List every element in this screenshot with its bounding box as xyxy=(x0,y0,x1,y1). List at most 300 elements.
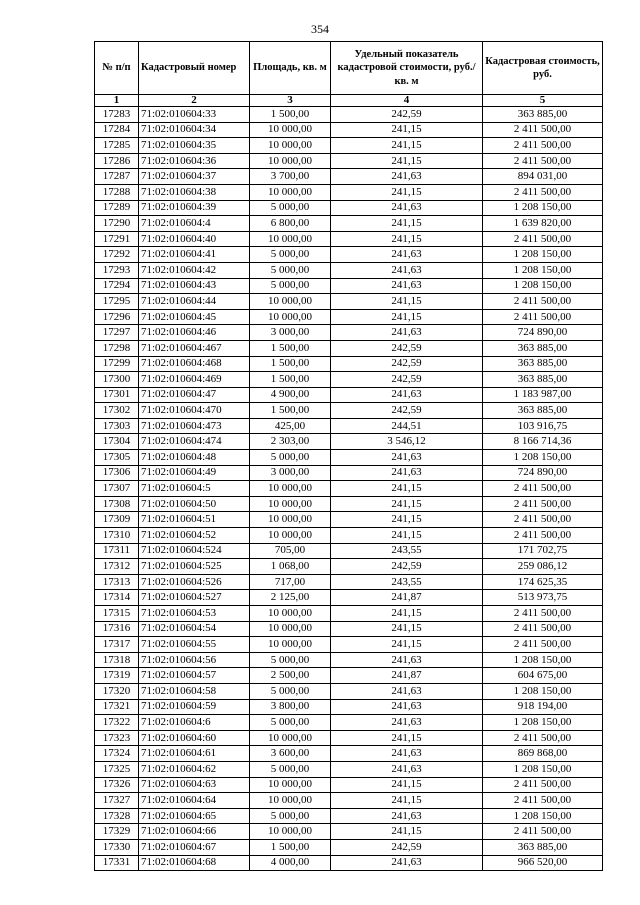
unit-value-cell: 244,51 xyxy=(331,418,483,434)
cadastral-value-cell: 1 208 150,00 xyxy=(483,761,603,777)
row-number-cell: 17313 xyxy=(95,574,139,590)
table-row xyxy=(95,153,603,169)
row-number-cell: 17303 xyxy=(95,418,139,434)
cadastral-value-cell: 1 208 150,00 xyxy=(483,200,603,216)
cadastral-number-cell: 71:02:010604:47 xyxy=(139,387,250,403)
page-number: 354 xyxy=(311,22,329,36)
unit-value-cell: 241,15 xyxy=(331,496,483,512)
row-number-cell: 17307 xyxy=(95,481,139,497)
cadastral-value-cell: 2 411 500,00 xyxy=(483,824,603,840)
row-number-cell: 17325 xyxy=(95,761,139,777)
area-cell: 5 000,00 xyxy=(250,247,331,263)
cadastral-value-cell: 103 916,75 xyxy=(483,418,603,434)
table-row xyxy=(95,231,603,247)
unit-value-cell: 241,63 xyxy=(331,683,483,699)
area-cell: 2 303,00 xyxy=(250,434,331,450)
cadastral-value-cell: 1 208 150,00 xyxy=(483,652,603,668)
table-row xyxy=(95,216,603,232)
cadastral-value-cell: 2 411 500,00 xyxy=(483,793,603,809)
unit-value-cell: 242,59 xyxy=(331,107,483,123)
cadastral-number-cell: 71:02:010604:37 xyxy=(139,169,250,185)
area-cell: 3 700,00 xyxy=(250,169,331,185)
cadastral-number-cell: 71:02:010604:42 xyxy=(139,262,250,278)
unit-value-cell: 242,59 xyxy=(331,839,483,855)
area-cell: 2 500,00 xyxy=(250,668,331,684)
table-row xyxy=(95,107,603,123)
unit-value-cell: 241,63 xyxy=(331,262,483,278)
cadastral-value-cell: 363 885,00 xyxy=(483,403,603,419)
area-cell: 10 000,00 xyxy=(250,606,331,622)
row-number-cell: 17324 xyxy=(95,746,139,762)
unit-value-cell: 241,15 xyxy=(331,122,483,138)
unit-value-cell: 241,15 xyxy=(331,793,483,809)
cadastral-number-cell: 71:02:010604:34 xyxy=(139,122,250,138)
cadastral-value-cell: 363 885,00 xyxy=(483,107,603,123)
cadastral-number-cell: 71:02:010604:526 xyxy=(139,574,250,590)
unit-value-cell: 241,15 xyxy=(331,824,483,840)
row-number-cell: 17310 xyxy=(95,528,139,544)
cadastral-value-cell: 363 885,00 xyxy=(483,356,603,372)
cadastral-value-cell: 1 639 820,00 xyxy=(483,216,603,232)
cadastral-value-cell: 2 411 500,00 xyxy=(483,231,603,247)
cadastral-number-cell: 71:02:010604:33 xyxy=(139,107,250,123)
row-number-cell: 17292 xyxy=(95,247,139,263)
cadastral-value-cell: 2 411 500,00 xyxy=(483,528,603,544)
area-cell: 5 000,00 xyxy=(250,450,331,466)
unit-value-cell: 241,87 xyxy=(331,668,483,684)
row-number-cell: 17321 xyxy=(95,699,139,715)
cadastral-number-cell: 71:02:010604:467 xyxy=(139,340,250,356)
cadastral-value-cell: 2 411 500,00 xyxy=(483,730,603,746)
row-number-cell: 17299 xyxy=(95,356,139,372)
cadastral-value-cell: 363 885,00 xyxy=(483,372,603,388)
area-cell: 10 000,00 xyxy=(250,730,331,746)
row-number-cell: 17289 xyxy=(95,200,139,216)
row-number-cell: 17330 xyxy=(95,839,139,855)
row-number-cell: 17328 xyxy=(95,808,139,824)
table-row xyxy=(95,621,603,637)
cadastral-value-cell: 2 411 500,00 xyxy=(483,512,603,528)
cadastral-number-cell: 71:02:010604:53 xyxy=(139,606,250,622)
cadastral-number-cell: 71:02:010604:60 xyxy=(139,730,250,746)
area-cell: 5 000,00 xyxy=(250,278,331,294)
area-cell: 10 000,00 xyxy=(250,793,331,809)
table-row xyxy=(95,403,603,419)
cadastral-number-cell: 71:02:010604:44 xyxy=(139,294,250,310)
row-number-cell: 17302 xyxy=(95,403,139,419)
cadastral-value-cell: 1 208 150,00 xyxy=(483,247,603,263)
unit-value-cell: 242,59 xyxy=(331,559,483,575)
unit-value-cell: 241,63 xyxy=(331,169,483,185)
cadastral-value-cell: 2 411 500,00 xyxy=(483,153,603,169)
unit-value-cell: 241,63 xyxy=(331,450,483,466)
table-row xyxy=(95,340,603,356)
cadastral-value-cell: 171 702,75 xyxy=(483,543,603,559)
table-row xyxy=(95,294,603,310)
row-number-cell: 17327 xyxy=(95,793,139,809)
cadastral-number-cell: 71:02:010604:61 xyxy=(139,746,250,762)
cadastral-number-cell: 71:02:010604:473 xyxy=(139,418,250,434)
row-number-cell: 17316 xyxy=(95,621,139,637)
cadastral-number-cell: 71:02:010604:68 xyxy=(139,855,250,871)
table-row xyxy=(95,683,603,699)
area-cell: 3 000,00 xyxy=(250,465,331,481)
unit-value-cell: 241,63 xyxy=(331,247,483,263)
unit-value-cell: 241,15 xyxy=(331,606,483,622)
row-number-cell: 17288 xyxy=(95,184,139,200)
unit-value-cell: 241,15 xyxy=(331,481,483,497)
cadastral-number-cell: 71:02:010604:45 xyxy=(139,309,250,325)
row-number-cell: 17309 xyxy=(95,512,139,528)
area-cell: 425,00 xyxy=(250,418,331,434)
cadastral-value-cell: 1 208 150,00 xyxy=(483,262,603,278)
table-row xyxy=(95,730,603,746)
area-cell: 4 900,00 xyxy=(250,387,331,403)
unit-value-cell: 241,15 xyxy=(331,231,483,247)
table-row xyxy=(95,839,603,855)
cadastral-value-cell: 8 166 714,36 xyxy=(483,434,603,450)
cadastral-value-cell: 2 411 500,00 xyxy=(483,777,603,793)
table-row xyxy=(95,528,603,544)
unit-value-cell: 241,63 xyxy=(331,200,483,216)
cadastral-value-cell: 2 411 500,00 xyxy=(483,122,603,138)
cadastral-number-cell: 71:02:010604:40 xyxy=(139,231,250,247)
cadastral-number-cell: 71:02:010604:55 xyxy=(139,637,250,653)
cadastral-value-cell: 513 973,75 xyxy=(483,590,603,606)
row-number-cell: 17295 xyxy=(95,294,139,310)
area-cell: 3 600,00 xyxy=(250,746,331,762)
row-number-cell: 17314 xyxy=(95,590,139,606)
unit-value-cell: 241,15 xyxy=(331,138,483,154)
cadastral-value-cell: 363 885,00 xyxy=(483,340,603,356)
area-cell: 5 000,00 xyxy=(250,652,331,668)
table-row xyxy=(95,668,603,684)
row-number-cell: 17293 xyxy=(95,262,139,278)
unit-value-cell: 241,63 xyxy=(331,278,483,294)
area-cell: 5 000,00 xyxy=(250,262,331,278)
unit-value-cell: 241,15 xyxy=(331,621,483,637)
cadastral-number-cell: 71:02:010604:35 xyxy=(139,138,250,154)
unit-value-cell: 242,59 xyxy=(331,340,483,356)
table-row xyxy=(95,169,603,185)
cadastral-value-cell: 2 411 500,00 xyxy=(483,481,603,497)
cadastral-value-cell: 724 890,00 xyxy=(483,325,603,341)
header-cadastral-number: Кадастровый номер xyxy=(139,42,250,95)
header-unit-value: Удельный показатель кадастровой стоимости, руб./кв. м xyxy=(331,42,483,95)
cadastral-number-cell: 71:02:010604:56 xyxy=(139,652,250,668)
cadastral-number-cell: 71:02:010604:46 xyxy=(139,325,250,341)
unit-value-cell: 241,15 xyxy=(331,730,483,746)
cadastral-value-cell: 1 208 150,00 xyxy=(483,683,603,699)
area-cell: 1 500,00 xyxy=(250,107,331,123)
row-number-cell: 17287 xyxy=(95,169,139,185)
unit-value-cell: 241,15 xyxy=(331,637,483,653)
table-row xyxy=(95,606,603,622)
area-cell: 705,00 xyxy=(250,543,331,559)
unit-value-cell: 241,15 xyxy=(331,512,483,528)
row-number-cell: 17319 xyxy=(95,668,139,684)
cadastral-number-cell: 71:02:010604:469 xyxy=(139,372,250,388)
cadastral-number-cell: 71:02:010604:63 xyxy=(139,777,250,793)
table-row xyxy=(95,247,603,263)
column-number: 3 xyxy=(250,95,331,107)
row-number-cell: 17285 xyxy=(95,138,139,154)
table-row xyxy=(95,761,603,777)
cadastral-value-cell: 363 885,00 xyxy=(483,839,603,855)
cadastral-value-cell: 2 411 500,00 xyxy=(483,621,603,637)
unit-value-cell: 242,59 xyxy=(331,372,483,388)
header-row-number: № п/п xyxy=(95,42,139,95)
cadastral-value-cell: 2 411 500,00 xyxy=(483,606,603,622)
unit-value-cell: 241,63 xyxy=(331,325,483,341)
table-body xyxy=(95,107,603,871)
header-area: Площадь, кв. м xyxy=(250,42,331,95)
area-cell: 5 000,00 xyxy=(250,683,331,699)
cadastral-number-cell: 71:02:010604:6 xyxy=(139,715,250,731)
cadastral-value-cell: 2 411 500,00 xyxy=(483,496,603,512)
cadastral-number-cell: 71:02:010604:62 xyxy=(139,761,250,777)
unit-value-cell: 241,15 xyxy=(331,153,483,169)
unit-value-cell: 241,63 xyxy=(331,855,483,871)
area-cell: 5 000,00 xyxy=(250,200,331,216)
table-row xyxy=(95,122,603,138)
area-cell: 3 800,00 xyxy=(250,699,331,715)
column-number: 1 xyxy=(95,95,139,107)
table-row xyxy=(95,824,603,840)
cadastral-value-cell: 894 031,00 xyxy=(483,169,603,185)
table-row xyxy=(95,574,603,590)
cadastral-value-cell: 966 520,00 xyxy=(483,855,603,871)
table-row xyxy=(95,138,603,154)
cadastral-number-cell: 71:02:010604:58 xyxy=(139,683,250,699)
cadastral-value-cell: 724 890,00 xyxy=(483,465,603,481)
table-row xyxy=(95,746,603,762)
cadastral-value-cell: 2 411 500,00 xyxy=(483,184,603,200)
row-number-cell: 17323 xyxy=(95,730,139,746)
area-cell: 10 000,00 xyxy=(250,153,331,169)
row-number-cell: 17296 xyxy=(95,309,139,325)
row-number-cell: 17322 xyxy=(95,715,139,731)
cadastral-number-cell: 71:02:010604:5 xyxy=(139,481,250,497)
cadastral-value-cell: 2 411 500,00 xyxy=(483,138,603,154)
row-number-cell: 17305 xyxy=(95,450,139,466)
row-number-cell: 17331 xyxy=(95,855,139,871)
table-row xyxy=(95,434,603,450)
cadastral-value-cell: 869 868,00 xyxy=(483,746,603,762)
area-cell: 3 000,00 xyxy=(250,325,331,341)
unit-value-cell: 241,87 xyxy=(331,590,483,606)
unit-value-cell: 241,15 xyxy=(331,777,483,793)
area-cell: 10 000,00 xyxy=(250,512,331,528)
unit-value-cell: 242,59 xyxy=(331,356,483,372)
table-row xyxy=(95,543,603,559)
table-row xyxy=(95,278,603,294)
unit-value-cell: 241,15 xyxy=(331,528,483,544)
cadastral-number-cell: 71:02:010604:525 xyxy=(139,559,250,575)
area-cell: 4 000,00 xyxy=(250,855,331,871)
row-number-cell: 17294 xyxy=(95,278,139,294)
cadastral-value-cell: 2 411 500,00 xyxy=(483,309,603,325)
area-cell: 2 125,00 xyxy=(250,590,331,606)
cadastral-number-cell: 71:02:010604:51 xyxy=(139,512,250,528)
area-cell: 1 500,00 xyxy=(250,403,331,419)
cadastral-number-cell: 71:02:010604:468 xyxy=(139,356,250,372)
table-row xyxy=(95,372,603,388)
area-cell: 10 000,00 xyxy=(250,824,331,840)
area-cell: 10 000,00 xyxy=(250,309,331,325)
table-row xyxy=(95,481,603,497)
row-number-cell: 17290 xyxy=(95,216,139,232)
unit-value-cell: 243,55 xyxy=(331,574,483,590)
table-row xyxy=(95,559,603,575)
cadastral-value-cell: 1 208 150,00 xyxy=(483,715,603,731)
cadastral-value-cell: 2 411 500,00 xyxy=(483,637,603,653)
row-number-cell: 17329 xyxy=(95,824,139,840)
cadastral-value-cell: 174 625,35 xyxy=(483,574,603,590)
area-cell: 717,00 xyxy=(250,574,331,590)
row-number-cell: 17311 xyxy=(95,543,139,559)
row-number-cell: 17320 xyxy=(95,683,139,699)
table-row xyxy=(95,200,603,216)
row-number-cell: 17308 xyxy=(95,496,139,512)
area-cell: 5 000,00 xyxy=(250,715,331,731)
table-row xyxy=(95,387,603,403)
table-row xyxy=(95,637,603,653)
table-row xyxy=(95,418,603,434)
area-cell: 10 000,00 xyxy=(250,496,331,512)
cadastral-number-cell: 71:02:010604:64 xyxy=(139,793,250,809)
cadastral-number-cell: 71:02:010604:48 xyxy=(139,450,250,466)
area-cell: 10 000,00 xyxy=(250,481,331,497)
header-cadastral-value: Кадастровая стоимость, руб. xyxy=(483,42,603,95)
column-number: 4 xyxy=(331,95,483,107)
unit-value-cell: 241,63 xyxy=(331,761,483,777)
unit-value-cell: 241,15 xyxy=(331,216,483,232)
row-number-cell: 17317 xyxy=(95,637,139,653)
row-number-cell: 17312 xyxy=(95,559,139,575)
cadastral-number-cell: 71:02:010604:49 xyxy=(139,465,250,481)
cadastral-number-cell: 71:02:010604:59 xyxy=(139,699,250,715)
unit-value-cell: 241,63 xyxy=(331,808,483,824)
area-cell: 10 000,00 xyxy=(250,231,331,247)
cadastral-value-cell: 604 675,00 xyxy=(483,668,603,684)
cadastral-value-cell: 1 208 150,00 xyxy=(483,450,603,466)
cadastral-number-cell: 71:02:010604:39 xyxy=(139,200,250,216)
unit-value-cell: 243,55 xyxy=(331,543,483,559)
unit-value-cell: 241,63 xyxy=(331,699,483,715)
area-cell: 10 000,00 xyxy=(250,621,331,637)
area-cell: 6 800,00 xyxy=(250,216,331,232)
column-number-row xyxy=(95,95,603,107)
row-number-cell: 17318 xyxy=(95,652,139,668)
row-number-cell: 17315 xyxy=(95,606,139,622)
column-number: 2 xyxy=(139,95,250,107)
unit-value-cell: 241,15 xyxy=(331,294,483,310)
table-row xyxy=(95,184,603,200)
row-number-cell: 17326 xyxy=(95,777,139,793)
area-cell: 10 000,00 xyxy=(250,122,331,138)
area-cell: 5 000,00 xyxy=(250,761,331,777)
cadastral-number-cell: 71:02:010604:54 xyxy=(139,621,250,637)
cadastral-number-cell: 71:02:010604:41 xyxy=(139,247,250,263)
unit-value-cell: 241,63 xyxy=(331,465,483,481)
row-number-cell: 17301 xyxy=(95,387,139,403)
row-number-cell: 17300 xyxy=(95,372,139,388)
cadastral-number-cell: 71:02:010604:67 xyxy=(139,839,250,855)
row-number-cell: 17304 xyxy=(95,434,139,450)
table-row xyxy=(95,855,603,871)
area-cell: 10 000,00 xyxy=(250,294,331,310)
unit-value-cell: 241,63 xyxy=(331,715,483,731)
row-number-cell: 17283 xyxy=(95,107,139,123)
header-row xyxy=(95,42,603,95)
unit-value-cell: 241,63 xyxy=(331,652,483,668)
cadastral-value-cell: 1 208 150,00 xyxy=(483,808,603,824)
unit-value-cell: 241,63 xyxy=(331,746,483,762)
cadastral-number-cell: 71:02:010604:66 xyxy=(139,824,250,840)
cadastral-number-cell: 71:02:010604:527 xyxy=(139,590,250,606)
cadastral-number-cell: 71:02:010604:57 xyxy=(139,668,250,684)
cadastral-value-cell: 1 208 150,00 xyxy=(483,278,603,294)
table-row xyxy=(95,793,603,809)
cadastral-value-cell: 2 411 500,00 xyxy=(483,294,603,310)
cadastral-number-cell: 71:02:010604:524 xyxy=(139,543,250,559)
area-cell: 10 000,00 xyxy=(250,138,331,154)
cadastral-number-cell: 71:02:010604:38 xyxy=(139,184,250,200)
area-cell: 10 000,00 xyxy=(250,777,331,793)
cadastral-number-cell: 71:02:010604:474 xyxy=(139,434,250,450)
row-number-cell: 17306 xyxy=(95,465,139,481)
row-number-cell: 17297 xyxy=(95,325,139,341)
area-cell: 5 000,00 xyxy=(250,808,331,824)
table-row xyxy=(95,450,603,466)
area-cell: 1 500,00 xyxy=(250,356,331,372)
cadastral-number-cell: 71:02:010604:36 xyxy=(139,153,250,169)
cadastral-number-cell: 71:02:010604:4 xyxy=(139,216,250,232)
row-number-cell: 17286 xyxy=(95,153,139,169)
cadastral-number-cell: 71:02:010604:65 xyxy=(139,808,250,824)
area-cell: 1 068,00 xyxy=(250,559,331,575)
row-number-cell: 17284 xyxy=(95,122,139,138)
table-row xyxy=(95,777,603,793)
table-row xyxy=(95,325,603,341)
table-row xyxy=(95,699,603,715)
row-number-cell: 17291 xyxy=(95,231,139,247)
unit-value-cell: 3 546,12 xyxy=(331,434,483,450)
table-row xyxy=(95,496,603,512)
table-row xyxy=(95,512,603,528)
cadastral-value-cell: 259 086,12 xyxy=(483,559,603,575)
cadastral-number-cell: 71:02:010604:470 xyxy=(139,403,250,419)
cadastral-number-cell: 71:02:010604:52 xyxy=(139,528,250,544)
table-row xyxy=(95,652,603,668)
cadastral-number-cell: 71:02:010604:50 xyxy=(139,496,250,512)
area-cell: 1 500,00 xyxy=(250,839,331,855)
area-cell: 1 500,00 xyxy=(250,340,331,356)
table-row xyxy=(95,465,603,481)
table-row xyxy=(95,309,603,325)
cadastral-value-cell: 1 183 987,00 xyxy=(483,387,603,403)
cadastral-value-cell: 918 194,00 xyxy=(483,699,603,715)
unit-value-cell: 242,59 xyxy=(331,403,483,419)
area-cell: 10 000,00 xyxy=(250,637,331,653)
table-row xyxy=(95,715,603,731)
unit-value-cell: 241,15 xyxy=(331,309,483,325)
column-number: 5 xyxy=(483,95,603,107)
table-row xyxy=(95,262,603,278)
cadastral-table xyxy=(94,41,603,871)
area-cell: 10 000,00 xyxy=(250,528,331,544)
